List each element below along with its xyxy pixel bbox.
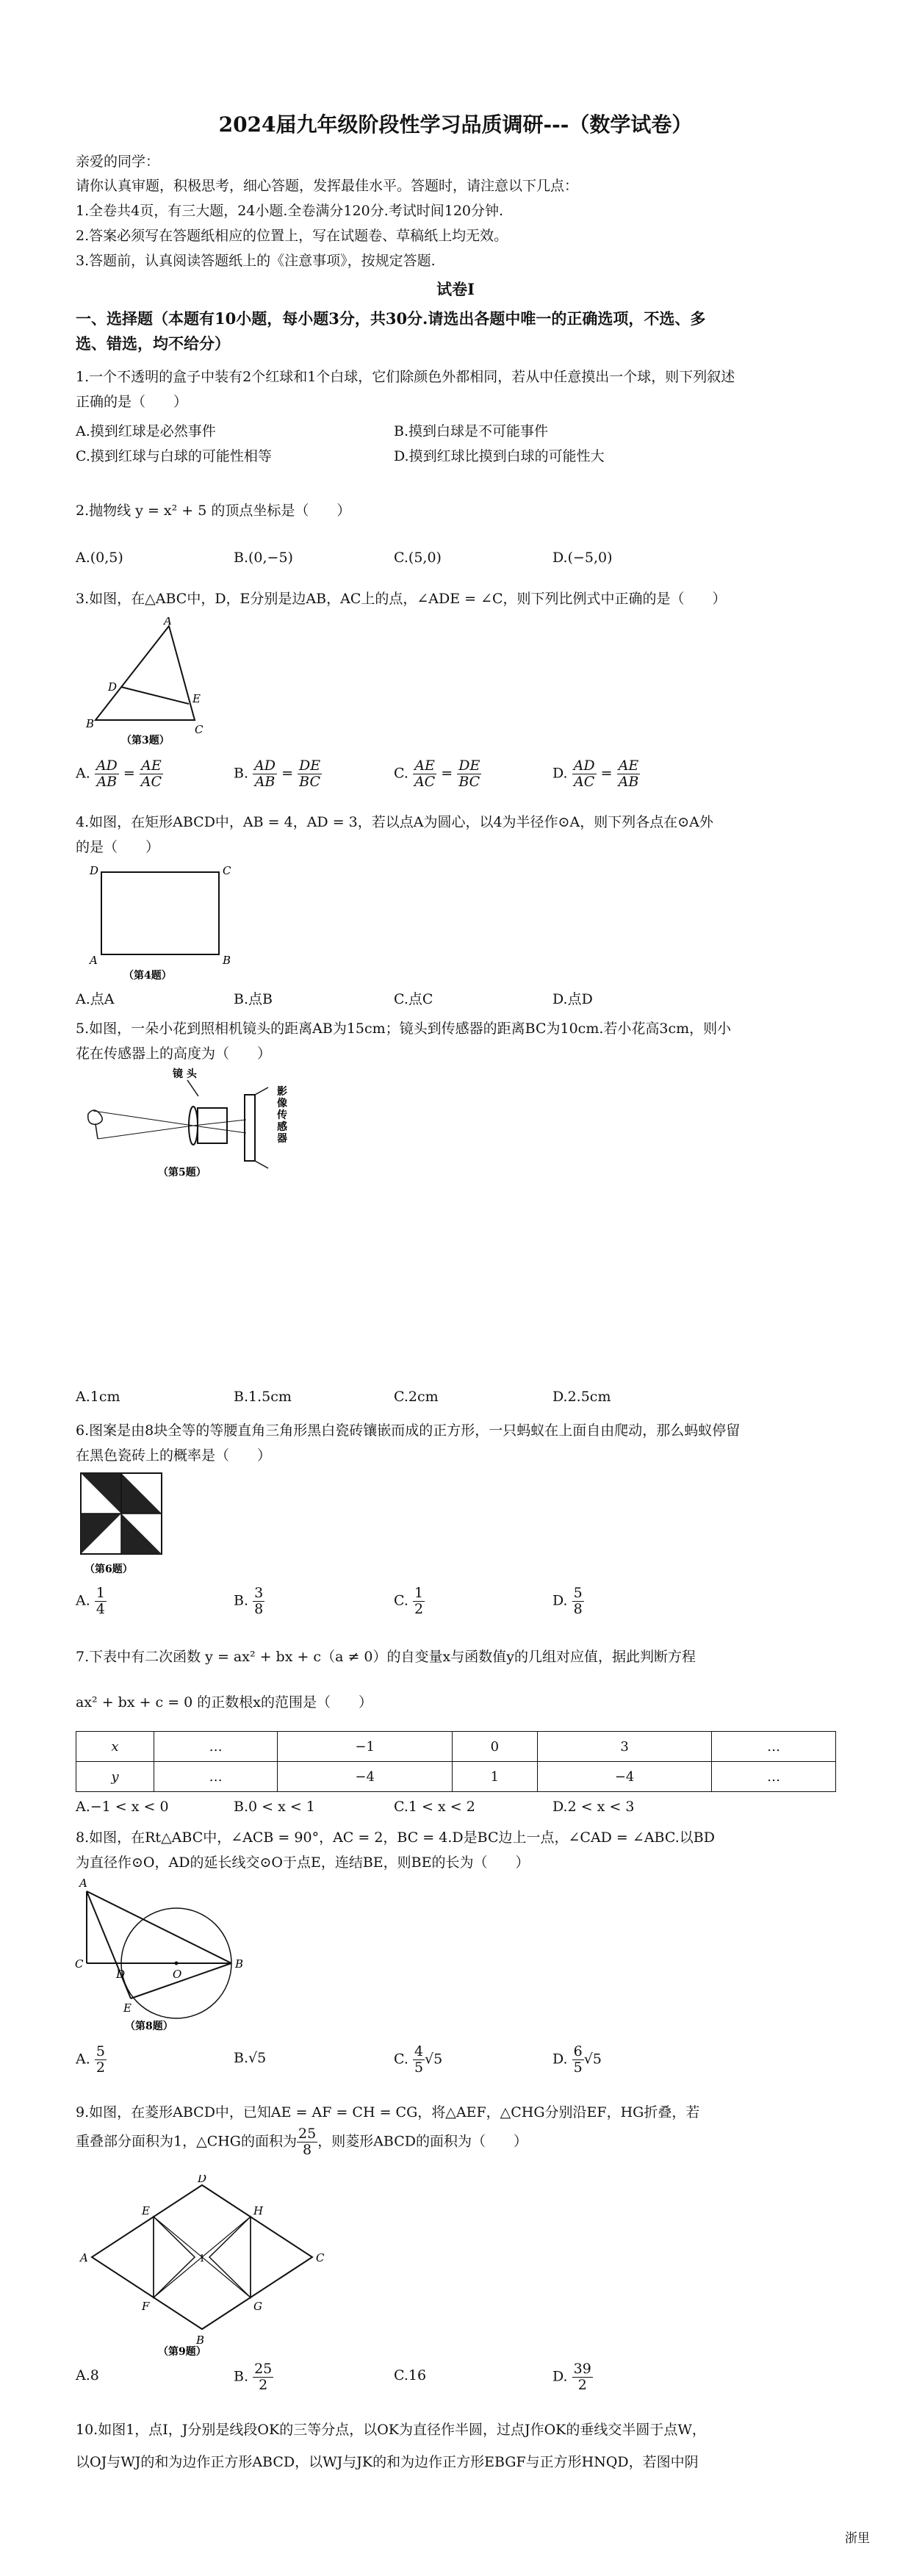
q4-label-c: C (223, 864, 231, 877)
q8-option-d (552, 2044, 602, 2076)
q3-d-den1: AC (574, 773, 595, 790)
q8-a-den: 2 (96, 2059, 105, 2076)
q9-option-a: A.8 (76, 2367, 99, 2383)
q8-label-e: E (123, 2001, 132, 2015)
q6-c-label: C. (394, 1592, 408, 1609)
q6-a-frac (95, 1586, 107, 1617)
table-cell: 0 (452, 1732, 537, 1762)
q6-a-den: 4 (96, 1600, 105, 1617)
q3-b-den2: BC (299, 773, 321, 790)
q3-option-d (552, 758, 640, 790)
q6-c-num: 1 (414, 1585, 424, 1601)
q3-option-a (76, 758, 163, 790)
q10-text: 10.如图1，点I，J分别是线段OK的三等分点，以OK为直径作半圆，过点J作OK的垂线交半圆于点W， (76, 2422, 706, 2438)
q8-c-num: 4 (414, 2043, 424, 2059)
q8-c-den: 5 (414, 2059, 424, 2076)
q9-label-h: H (253, 2204, 264, 2217)
q8-label-b: B (235, 1957, 244, 1971)
q3-b-num1: AD (254, 758, 276, 774)
q4-option-b: B.点B (234, 991, 273, 1007)
q3-c-eq: = (441, 765, 453, 782)
q4-text: 4.如图，在矩形ABCD中，AB = 4，AD = 3，若以点A为圆心，以4为半径作⊙A，则下列各点在⊙A外 (76, 814, 713, 830)
q3-a-num1: AD (96, 758, 118, 774)
q5-lens-label: 镜 头 (173, 1068, 197, 1080)
q8-text: 8.如图，在Rt△ABC中，∠ACB = 90°，AC = 2，BC = 4.D是BC边上一点，∠CAD = ∠ABC.以BD (76, 1830, 715, 1846)
q3-label-a: A (164, 617, 172, 627)
q8-c-label: C. (394, 2051, 408, 2068)
q8-a-frac (95, 2044, 107, 2076)
q9-option-d (552, 2361, 593, 2393)
q3-option-c (394, 758, 481, 790)
q8-caption: （第8题） (125, 2021, 173, 2032)
q6-text-cont: 在黑色瓷砖上的概率是（ ） (76, 1447, 272, 1464)
q6-d-frac (572, 1586, 584, 1617)
footer-corner: 浙里 (845, 2531, 870, 2546)
section-heading-cont: 选、错选，均不给分） (76, 334, 230, 353)
q8-figure (73, 1875, 250, 2037)
q3-a-num2: AE (140, 758, 163, 774)
q6-a-num: 1 (96, 1585, 105, 1601)
q3-a-den1: AB (96, 773, 118, 790)
q9-b-frac (253, 2361, 273, 2393)
q9-d-num: 39 (573, 2361, 591, 2377)
table-cell: x (76, 1732, 154, 1762)
q3-label-e: E (192, 692, 201, 705)
q6-d-num: 5 (573, 1585, 583, 1601)
q6-option-a (76, 1586, 107, 1617)
q9-label-one: 1 (199, 2253, 206, 2264)
table-cell: … (154, 1732, 278, 1762)
q6-b-den: 8 (254, 1600, 264, 1617)
q6-c-frac (413, 1586, 425, 1617)
q6-figure (77, 1469, 173, 1580)
q3-a-eq: = (123, 765, 135, 782)
q3-label-b: B (86, 717, 95, 730)
q6-c-den: 2 (414, 1600, 424, 1617)
q3-d-den2: AB (618, 773, 639, 790)
table-cell: −4 (278, 1762, 452, 1792)
q9-label-b: B (196, 2334, 205, 2347)
q1-text-cont: 正确的是（ ） (76, 394, 188, 410)
q3-b-frac1 (253, 758, 277, 790)
q7-option-b: B.0 < x < 1 (234, 1799, 315, 1815)
q9-b-label: B. (234, 2368, 249, 2385)
q3-c-den2: BC (458, 773, 480, 790)
q7-value-table (76, 1731, 836, 1792)
q9-text-part1: 重叠部分面积为1，△CHG的面积为 (76, 2133, 297, 2150)
q3-b-num2: DE (299, 758, 321, 774)
q3-text: 3.如图，在△ABC中，D，E分别是边AB，AC上的点，∠ADE = ∠C，则下列比例式中正确的是（ ） (76, 591, 727, 607)
q3-c-num1: AE (413, 758, 436, 774)
q5-option-a: A.1cm (76, 1389, 120, 1405)
q2-option-d: D.(−5,0) (552, 550, 613, 566)
q3-option-b (234, 758, 322, 790)
intro-rule-1: 1.全卷共4页，有三大题，24小题.全卷满分120分.考试时间120分钟. (76, 203, 504, 219)
q3-c-label: C. (394, 765, 408, 782)
q3-label-c: C (195, 723, 204, 736)
q3-c-frac2 (457, 758, 481, 790)
q4-figure (81, 861, 242, 986)
q5-option-b: B.1.5cm (234, 1389, 292, 1405)
table-cell: … (712, 1762, 836, 1792)
q3-c-den1: AC (414, 773, 436, 790)
q5-sensor-label: 影像传感器 (277, 1086, 287, 1145)
q8-label-c: C (75, 1957, 84, 1971)
q1-text: 1.一个不透明的盒子中装有2个红球和1个白球，它们除颜色外都相同，若从中任意摸出一个球，则下列叙述 (76, 369, 735, 385)
q8-d-num: 6 (573, 2043, 583, 2059)
q6-d-den: 8 (573, 1600, 583, 1617)
q9-text-part2: ，则菱形ABCD的面积为（ ） (317, 2133, 527, 2150)
q9-label-c: C (316, 2251, 325, 2264)
q2-text: 2.抛物线 y = x² + 5 的顶点坐标是（ ） (76, 503, 351, 519)
q8-c-root: √5 (425, 2051, 443, 2068)
q8-a-label: A. (76, 2051, 90, 2068)
q1-option-c: C.摸到红球与白球的可能性相等 (76, 448, 272, 464)
q9-label-d: D (198, 2175, 207, 2185)
q3-d-frac2 (617, 758, 641, 790)
q9-area-den: 8 (303, 2141, 312, 2158)
q9-b-num: 25 (254, 2361, 273, 2377)
q1-option-b: B.摸到白球是不可能事件 (394, 423, 549, 439)
q3-caption: （第3题） (121, 735, 170, 746)
q3-d-label: D. (552, 765, 568, 782)
section-heading: 一、选择题（本题有10小题，每小题3分，共30分.请选出各题中唯一的正确选项，不选、多 (76, 309, 706, 328)
q3-a-den2: AC (140, 773, 162, 790)
table-row (76, 1732, 836, 1762)
q3-a-label: A. (76, 765, 90, 782)
q7-option-d: D.2 < x < 3 (552, 1799, 635, 1815)
q8-a-num: 5 (96, 2043, 105, 2059)
q3-b-den1: AB (254, 773, 276, 790)
q3-d-frac1 (572, 758, 597, 790)
q8-d-den: 5 (573, 2059, 583, 2076)
q7-option-c: C.1 < x < 2 (394, 1799, 475, 1815)
q8-d-label: D. (552, 2051, 568, 2068)
q9-label-g: G (253, 2300, 262, 2313)
q6-b-label: B. (234, 1592, 249, 1609)
q9-label-f: F (142, 2300, 150, 2313)
q3-d-eq: = (600, 765, 613, 782)
q6-b-frac (253, 1586, 264, 1617)
q9-d-den: 2 (577, 2376, 587, 2393)
q3-c-frac1 (413, 758, 436, 790)
q1-option-a: A.摸到红球是必然事件 (76, 423, 216, 439)
q3-a-frac1 (95, 758, 119, 790)
q6-text: 6.图案是由8块全等的等腰直角三角形黑白瓷砖镶嵌而成的正方形，一只蚂蚁在上面自由爬动，那么蚂蚁停留 (76, 1422, 741, 1439)
q9-area-frac (297, 2126, 317, 2158)
table-cell: −1 (278, 1732, 452, 1762)
q2-option-b: B.(0,−5) (234, 550, 293, 566)
q9-text: 9.如图，在菱形ABCD中，已知AE = AF = CH = CG，将△AEF，△CHG分别沿EF，HG折叠，若 (76, 2104, 700, 2120)
table-cell: y (76, 1762, 154, 1792)
q5-text-cont: 花在传感器上的高度为（ ） (76, 1046, 272, 1062)
q3-label-d: D (108, 680, 118, 694)
q8-option-b: B.√5 (234, 2050, 267, 2066)
q8-label-a: A (79, 1877, 87, 1890)
q10-text-cont: 以OJ与WJ的和为边作正方形ABCD，以WJ与JK的和为边作正方形EBGF与正方形HNQD，若图中阴 (76, 2454, 699, 2470)
q2-option-c: C.(5,0) (394, 550, 442, 566)
q4-option-d: D.点D (552, 991, 593, 1007)
q9-b-den: 2 (259, 2376, 268, 2393)
q9-label-a: A (80, 2251, 88, 2264)
q4-option-a: A.点A (76, 991, 115, 1007)
q9-area-num: 25 (298, 2126, 317, 2142)
q9-label-e: E (142, 2204, 150, 2217)
q9-d-frac (572, 2361, 593, 2393)
intro-line: 请你认真审题，积极思考，细心答题，发挥最佳水平。答题时，请注意以下几点： (76, 178, 579, 194)
q9-caption: （第9题） (158, 2346, 206, 2358)
q6-d-label: D. (552, 1592, 568, 1609)
q5-figure (77, 1065, 320, 1183)
q4-label-a: A (90, 954, 98, 967)
q8-label-d: D (116, 1968, 126, 1981)
intro-rule-3: 3.答题前，认真阅读答题纸上的《注意事项》，按规定答题. (76, 253, 436, 269)
table-cell: … (154, 1762, 278, 1792)
q6-option-d (552, 1586, 584, 1617)
q3-a-frac2 (140, 758, 163, 790)
q6-option-b (234, 1586, 264, 1617)
q5-option-d: D.2.5cm (552, 1389, 611, 1405)
q3-d-num1: AD (573, 758, 595, 774)
q4-text-cont: 的是（ ） (76, 839, 160, 855)
q6-caption: （第6题） (84, 1564, 133, 1575)
q9-option-c: C.16 (394, 2367, 427, 2383)
q5-option-c: C.2cm (394, 1389, 439, 1405)
table-cell: −4 (537, 1762, 711, 1792)
q6-option-c (394, 1586, 425, 1617)
intro-greeting: 亲爱的同学： (76, 154, 160, 170)
q5-text: 5.如图，一朵小花到照相机镜头的距离AB为15cm；镜头到传感器的距离BC为10cm.若小花高3cm，则小 (76, 1021, 732, 1037)
q3-figure (77, 617, 224, 749)
q7-text: 7.下表中有二次函数 y = ax² + bx + c（a ≠ 0）的自变量x与函数值y的几组对应值，据此判断方程 (76, 1649, 696, 1665)
q7-text-cont: ax² + bx + c = 0 的正数根x的范围是（ ） (76, 1694, 373, 1710)
q3-d-num2: AE (617, 758, 641, 774)
q8-option-c (394, 2044, 442, 2076)
q9-option-b (234, 2361, 273, 2393)
q5-caption: （第5题） (158, 1167, 206, 1179)
q4-option-c: C.点C (394, 991, 433, 1007)
q4-label-d: D (90, 864, 99, 877)
q8-d-frac (572, 2044, 584, 2076)
q6-b-num: 3 (254, 1585, 264, 1601)
q8-d-root: √5 (583, 2051, 602, 2068)
table-row (76, 1762, 836, 1792)
q2-option-a: A.(0,5) (76, 550, 123, 566)
table-cell: 3 (537, 1732, 711, 1762)
q8-text-cont: 为直径作⊙O，AD的延长线交⊙O于点E，连结BE，则BE的长为（ ） (76, 1854, 530, 1871)
intro-rule-2: 2.答案必须写在答题纸相应的位置上，写在试题卷、草稿纸上均无效。 (76, 228, 508, 244)
paper-label: 试卷Ⅰ (436, 280, 475, 298)
q9-text-cont (76, 2126, 527, 2158)
table-cell: … (712, 1732, 836, 1762)
q9-d-label: D. (552, 2368, 568, 2385)
q3-b-label: B. (234, 765, 249, 782)
q3-c-num2: DE (458, 758, 480, 774)
q9-figure (77, 2175, 327, 2359)
q4-label-b: B (223, 954, 231, 967)
q8-label-o: O (173, 1968, 182, 1981)
q1-option-d: D.摸到红球比摸到白球的可能性大 (394, 448, 605, 464)
table-cell: 1 (452, 1762, 537, 1792)
q4-caption: （第4题） (123, 970, 172, 982)
q3-b-eq: = (281, 765, 293, 782)
q3-b-frac2 (298, 758, 322, 790)
q6-a-label: A. (76, 1592, 90, 1609)
q8-c-frac (413, 2044, 425, 2076)
page-title: 2024届九年级阶段性学习品质调研---（数学试卷） (218, 112, 693, 137)
q7-option-a: A.−1 < x < 0 (76, 1799, 169, 1815)
q8-option-a (76, 2044, 107, 2076)
